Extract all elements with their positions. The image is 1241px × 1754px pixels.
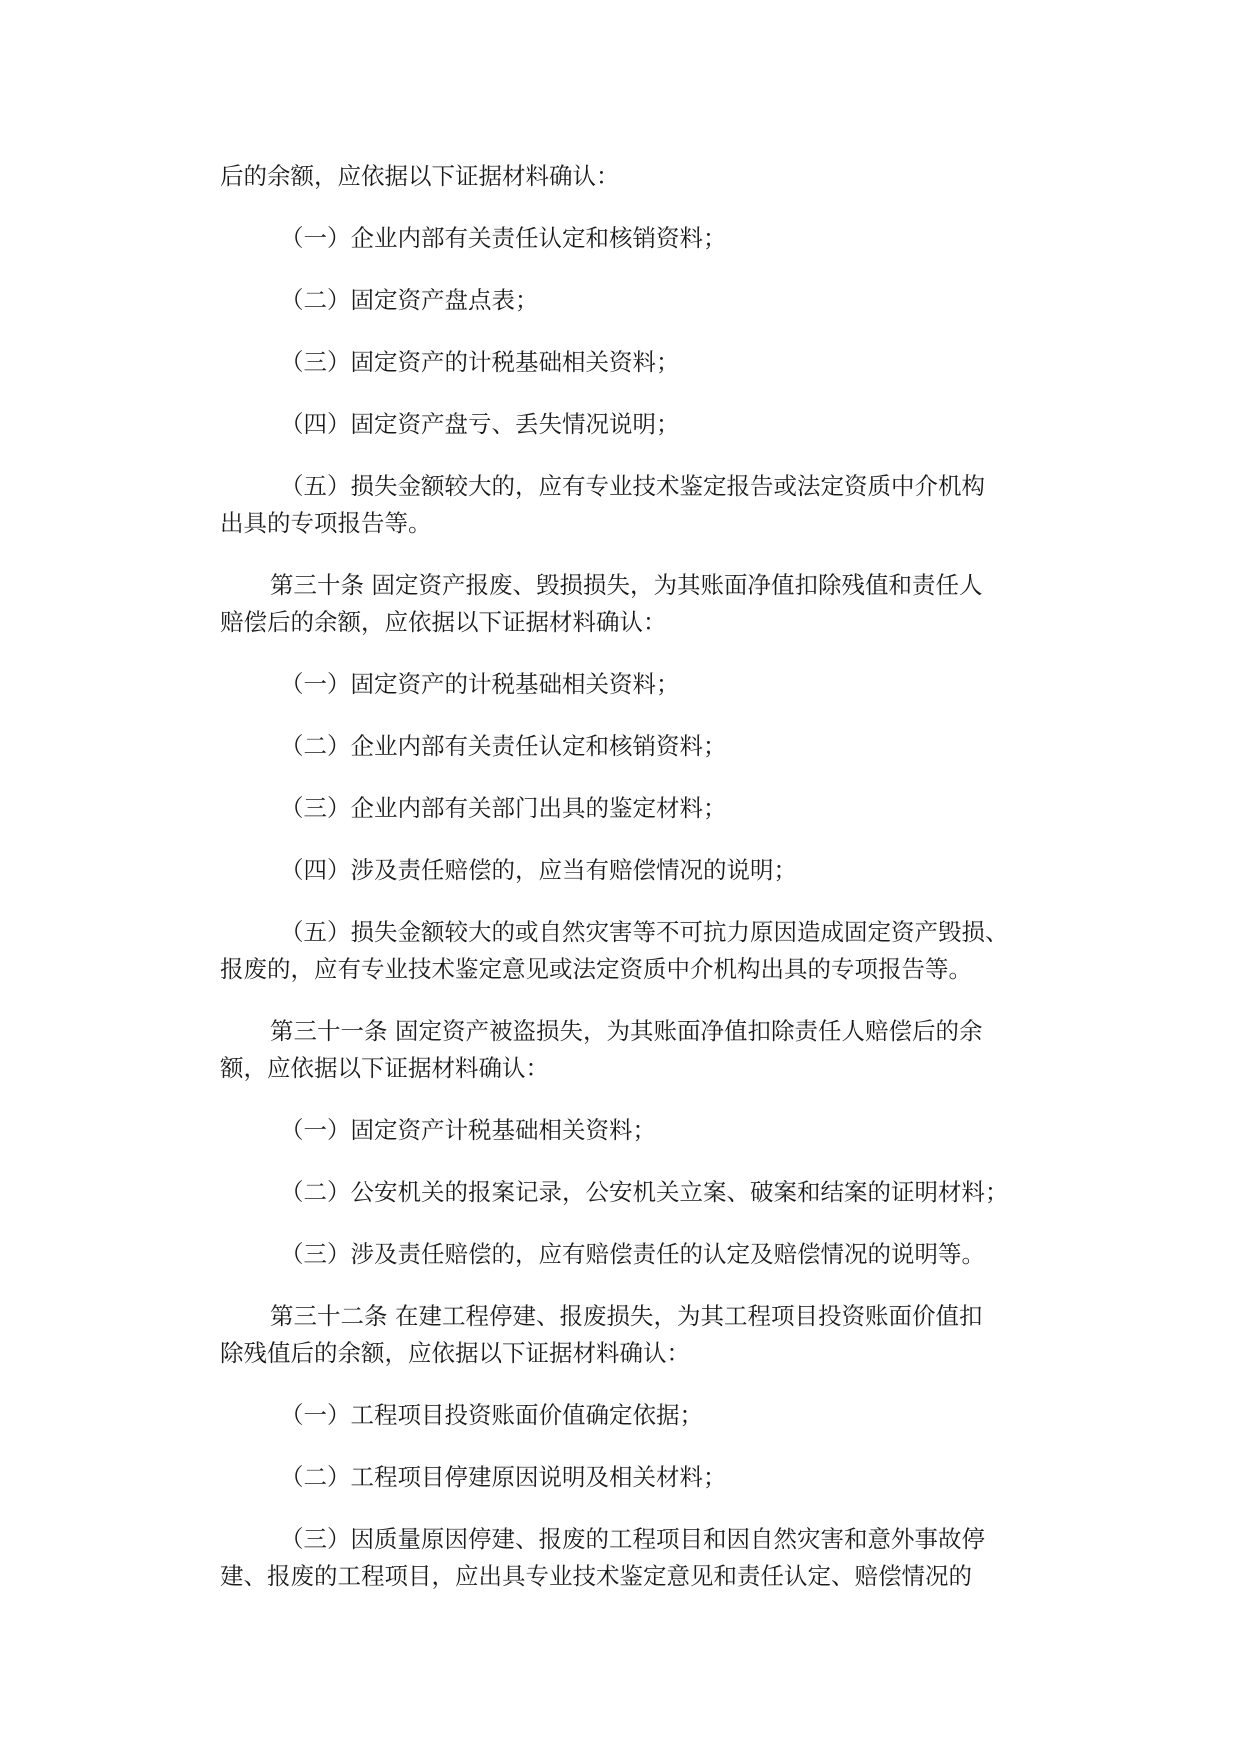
list-item: [220, 666, 1040, 703]
list-item: [220, 406, 1040, 443]
text-line: （一）固定资产的计税基础相关资料；: [280, 670, 680, 698]
list-item: [220, 728, 1040, 765]
text-line: 额，应依据以下证据材料确认：: [220, 1054, 549, 1082]
article-30: [220, 567, 1040, 641]
text-line: （三）固定资产的计税基础相关资料；: [280, 348, 680, 376]
list-item: [220, 1174, 1040, 1211]
text-line: 报废的，应有专业技术鉴定意见或法定资质中介机构出具的专项报告等。: [220, 955, 972, 983]
text-line: 后的余额，应依据以下证据材料确认：: [220, 162, 620, 190]
text-line: 建、报废的工程项目，应出具专业技术鉴定意见和责任认定、赔偿情况的: [220, 1562, 972, 1590]
text-line: （四）涉及责任赔偿的，应当有赔偿情况的说明；: [280, 856, 797, 884]
text-line: （二）企业内部有关责任认定和核销资料；: [280, 732, 727, 760]
text-line: （二）固定资产盘点表；: [280, 286, 539, 314]
text-line: 出具的专项报告等。: [220, 509, 432, 537]
list-item: [220, 1521, 1040, 1595]
text-line: （一）企业内部有关责任认定和核销资料；: [280, 224, 727, 252]
text-line: （三）涉及责任赔偿的，应有赔偿责任的认定及赔偿情况的说明等。: [280, 1240, 985, 1268]
list-item: [220, 220, 1040, 257]
text-line: （一）工程项目投资账面价值确定依据；: [280, 1401, 703, 1429]
article-32: [220, 1298, 1040, 1372]
text-line: 第三十二条 在建工程停建、报废损失，为其工程项目投资账面价值扣: [270, 1302, 983, 1330]
list-item: [220, 790, 1040, 827]
paragraph-continuation: [220, 158, 1040, 195]
article-31: [220, 1013, 1040, 1087]
text-line: 赔偿后的余额，应依据以下证据材料确认：: [220, 608, 667, 636]
text-line: 第三十一条 固定资产被盗损失，为其账面净值扣除责任人赔偿后的余: [270, 1017, 983, 1045]
text-line: （二）公安机关的报案记录，公安机关立案、破案和结案的证明材料；: [280, 1178, 1009, 1206]
list-item: [220, 468, 1040, 542]
text-line: （三）企业内部有关部门出具的鉴定材料；: [280, 794, 727, 822]
list-item: [220, 1459, 1040, 1496]
list-item: [220, 282, 1040, 319]
list-item: [220, 914, 1040, 988]
list-item: [220, 344, 1040, 381]
text-line: （二）工程项目停建原因说明及相关材料；: [280, 1463, 727, 1491]
text-line: （一）固定资产计税基础相关资料；: [280, 1116, 656, 1144]
list-item: [220, 1112, 1040, 1149]
document-body: [220, 158, 1040, 1595]
list-item: [220, 1236, 1040, 1273]
text-line: （三）因质量原因停建、报废的工程项目和因自然灾害和意外事故停: [280, 1525, 985, 1553]
text-line: 第三十条 固定资产报废、毁损损失，为其账面净值扣除残值和责任人: [270, 571, 983, 599]
text-line: 除残值后的余额，应依据以下证据材料确认：: [220, 1339, 690, 1367]
list-item: [220, 1397, 1040, 1434]
text-line: （五）损失金额较大的或自然灾害等不可抗力原因造成固定资产毁损、: [280, 918, 1009, 946]
text-line: （四）固定资产盘亏、丢失情况说明；: [280, 410, 680, 438]
text-line: （五）损失金额较大的，应有专业技术鉴定报告或法定资质中介机构: [280, 472, 985, 500]
list-item: [220, 852, 1040, 889]
